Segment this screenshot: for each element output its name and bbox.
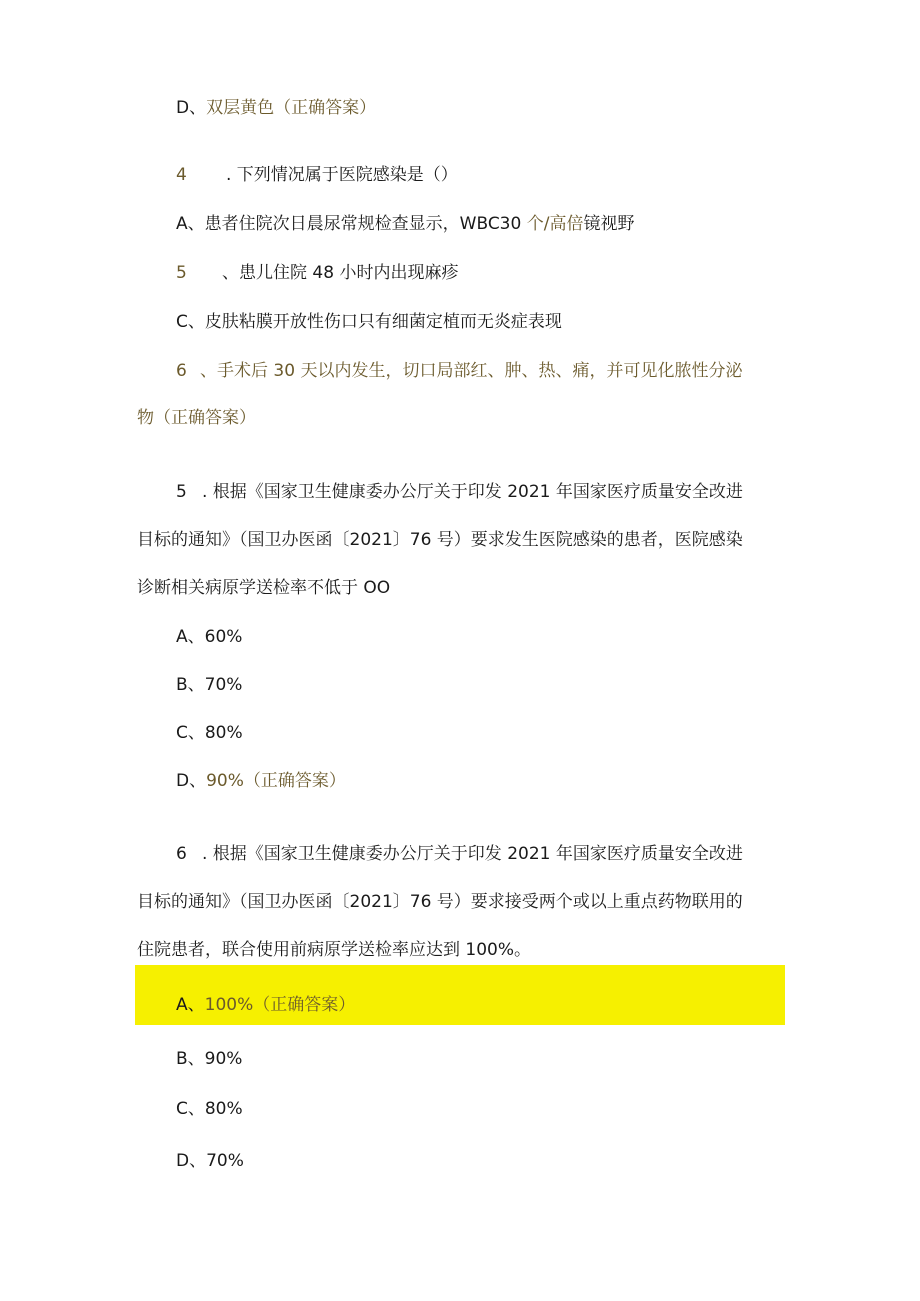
q4-option-b: 5 、患儿住院 48 小时内出现麻疹: [176, 263, 459, 283]
q5-option-d: D、90%（正确答案）: [176, 771, 346, 791]
q6-option-b: B、90%: [176, 1049, 243, 1069]
q6-option-d: D、70%: [176, 1151, 244, 1171]
q4-stem: 4 . 下列情况属于医院感染是（）: [176, 165, 458, 185]
q6-stem-line3: 住院患者，联合使用前病原学送检率应达到 100%。: [137, 940, 532, 960]
q6-option-a: A、100%（正确答案）: [176, 995, 356, 1015]
q4-option-d-continued: 物（正确答案）: [137, 408, 256, 428]
q4-option-c: C、皮肤粘膜开放性伤口只有细菌定植而无炎症表现: [176, 312, 562, 332]
correct-answer-text: 双层黄色（正确答案）: [206, 98, 377, 118]
q5-stem-line2: 目标的通知》（国卫办医函〔2021〕76 号）要求发生医院感染的患者，医院感染: [137, 530, 743, 550]
q5-stem-line3: 诊断相关病原学送检率不低于 OO: [137, 578, 391, 598]
q6-stem-line1: 6 . 根据《国家卫生健康委办公厅关于印发 2021 年国家医疗质量安全改进: [176, 844, 743, 864]
q4-option-a: A、患者住院次日晨尿常规检查显示，WBC30 个/高倍镜视野: [176, 214, 635, 234]
q6-option-c: C、80%: [176, 1099, 243, 1119]
correct-answer-text: 90%（正确答案）: [206, 771, 346, 791]
q3-option-d: D、双层黄色（正确答案）: [176, 98, 377, 118]
q4-option-d: 6 、手术后 30 天以内发生，切口局部红、肿、热、痛，并可见化脓性分泌: [176, 361, 743, 381]
q5-stem-line1: 5 . 根据《国家卫生健康委办公厅关于印发 2021 年国家医疗质量安全改进: [176, 482, 743, 502]
q5-option-a: A、60%: [176, 627, 243, 647]
q6-stem-line2: 目标的通知》（国卫办医函〔2021〕76 号）要求接受两个或以上重点药物联用的: [137, 892, 743, 912]
q5-option-b: B、70%: [176, 675, 243, 695]
q5-option-c: C、80%: [176, 723, 243, 743]
correct-answer-text: 100%（正确答案）: [204, 995, 356, 1015]
